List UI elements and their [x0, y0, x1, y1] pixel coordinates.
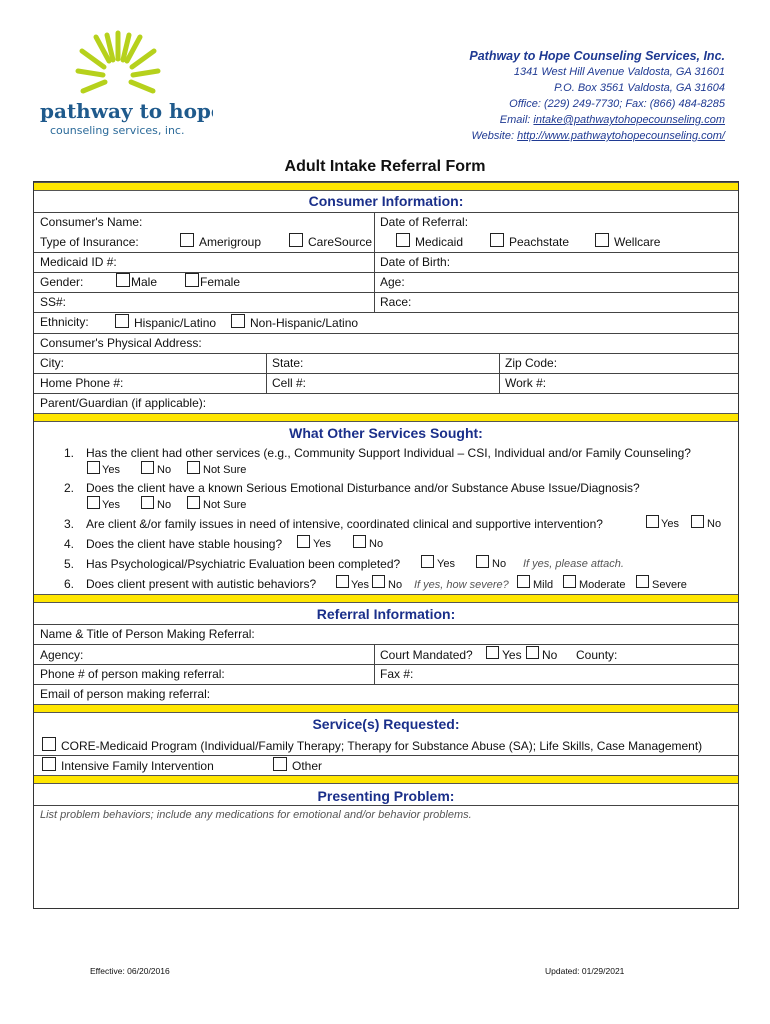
q1-not-sure-checkbox[interactable]	[187, 461, 200, 474]
problem-hint: List problem behaviors; include any medications for emotional and/or behavior problems.	[40, 809, 472, 821]
referrer-phone-label: Phone # of person making referral:	[40, 667, 225, 681]
q1-no-label: No	[157, 464, 172, 476]
q6-no-checkbox[interactable]	[372, 575, 385, 588]
q6-no-label: No	[388, 579, 403, 591]
problem-section-heading: Presenting Problem:	[317, 788, 455, 804]
q5-text: Has Psychological/Psychiatric Evaluation been completed?	[86, 557, 401, 571]
q5-no-checkbox[interactable]	[476, 555, 489, 568]
checkbox-amerigroup[interactable]	[180, 233, 194, 247]
row-line	[34, 393, 738, 394]
intensive-family-label: Intensive Family Intervention	[61, 759, 214, 773]
amerigroup-label: Amerigroup	[199, 235, 262, 249]
medicaid-id-label: Medicaid ID #:	[40, 255, 117, 269]
requested-section-heading: Service(s) Requested:	[312, 716, 460, 732]
q5-number: 5.	[64, 557, 75, 571]
attach-note: If yes, please attach.	[523, 558, 624, 570]
q5-yes-checkbox[interactable]	[421, 555, 434, 568]
city-label: City:	[40, 356, 64, 370]
updated-date: Updated: 01/29/2021	[545, 966, 625, 976]
q5-no-label: No	[492, 558, 507, 570]
q3-yes-checkbox[interactable]	[646, 515, 659, 528]
checkbox-non-hispanic[interactable]	[231, 314, 245, 328]
q3-no-checkbox[interactable]	[691, 515, 704, 528]
column-divider	[374, 644, 375, 684]
physical-address-label: Consumer's Physical Address:	[40, 336, 202, 350]
dob-label: Date of Birth:	[380, 255, 451, 269]
court-yes-label: Yes	[502, 648, 522, 662]
mild-checkbox[interactable]	[517, 575, 530, 588]
org-name: Pathway to Hope Counseling Services, Inc.	[469, 49, 725, 63]
q3-number: 3.	[64, 517, 75, 531]
q2-number: 2.	[64, 481, 75, 495]
q6-text: Does client present with autistic behaviors?	[86, 577, 317, 591]
ethnicity-label: Ethnicity:	[40, 315, 89, 329]
checkbox-caresource[interactable]	[289, 233, 303, 247]
race-label: Race:	[380, 295, 412, 309]
wellcare-label: Wellcare	[614, 235, 661, 249]
problem-text-area[interactable]	[35, 824, 737, 907]
checkbox-wellcare[interactable]	[595, 233, 609, 247]
other-service-checkbox[interactable]	[273, 757, 287, 771]
column-divider	[374, 212, 375, 312]
org-phone-fax: Office: (229) 249-7730; Fax: (866) 484-8285	[509, 98, 725, 110]
mild-label: Mild	[533, 579, 554, 591]
q3-yes-label: Yes	[661, 518, 679, 530]
insurance-label: Type of Insurance:	[40, 235, 139, 249]
referrer-name-label: Name & Title of Person Making Referral:	[40, 627, 255, 641]
severity-note: If yes, how severe?	[414, 579, 509, 591]
moderate-checkbox[interactable]	[563, 575, 576, 588]
county-label: County:	[576, 648, 618, 662]
services-section-heading: What Other Services Sought:	[289, 425, 483, 441]
q1-number: 1.	[64, 446, 75, 460]
row-line	[34, 684, 738, 685]
core-medicaid-label: CORE-Medicaid Program (Individual/Family Therapy; Therapy for Substance Abuse (SA); Life Skills, Case Management)	[61, 739, 703, 753]
section-divider	[34, 775, 738, 784]
q1-not-sure-label: Not Sure	[203, 464, 247, 476]
court-yes-checkbox[interactable]	[486, 646, 499, 659]
column-divider	[266, 353, 267, 393]
q2-not-sure-label: Not Sure	[203, 499, 247, 511]
severe-label: Severe	[652, 579, 687, 591]
q4-no-label: No	[369, 538, 384, 550]
severe-checkbox[interactable]	[636, 575, 649, 588]
row-line	[34, 644, 738, 645]
q2-text: Does the client have a known Serious Emotional Disturbance and/or Substance Abuse Issue/Diagnosis?	[86, 481, 640, 495]
q6-yes-checkbox[interactable]	[336, 575, 349, 588]
effective-date: Effective: 06/20/2016	[90, 966, 170, 976]
age-label: Age:	[380, 275, 405, 289]
row-line	[34, 333, 738, 334]
checkbox-female[interactable]	[185, 273, 199, 287]
consumer-section-heading: Consumer Information:	[308, 193, 464, 209]
court-no-label: No	[542, 648, 558, 662]
logo-text-sub: counseling services, inc.	[50, 124, 185, 137]
email-link[interactable]: intake@pathwaytohopecounseling.com	[533, 114, 725, 126]
court-no-checkbox[interactable]	[526, 646, 539, 659]
row-line	[34, 252, 738, 253]
q2-yes-label: Yes	[102, 499, 120, 511]
state-label: State:	[272, 356, 304, 370]
peachstate-label: Peachstate	[509, 235, 570, 249]
q4-number: 4.	[64, 537, 75, 551]
column-divider	[499, 353, 500, 393]
date-referral-label: Date of Referral:	[380, 215, 469, 229]
consumer-name-label: Consumer's Name:	[40, 215, 143, 229]
hispanic-label: Hispanic/Latino	[134, 316, 217, 330]
section-divider	[34, 704, 738, 713]
row-line	[34, 353, 738, 354]
fax-label: Fax #:	[380, 667, 414, 681]
section-divider	[34, 413, 738, 422]
company-logo	[38, 28, 213, 146]
ss-label: SS#:	[40, 295, 67, 309]
q6-yes-label: Yes	[351, 579, 369, 591]
org-address-po: P.O. Box 3561 Valdosta, GA 31604	[554, 82, 725, 94]
logo-text-main: pathway to hope	[40, 99, 213, 123]
org-address-street: 1341 West Hill Avenue Valdosta, GA 31601	[513, 66, 725, 78]
referrer-email-label: Email of person making referral:	[40, 687, 211, 701]
q3-text: Are client &/or family issues in need of intensive, coordinated clinical and supportive intervention?	[86, 517, 603, 531]
q1-text: Has the client had other services (e.g., Community Support Individual – CSI, Individual and/or Family Counseling?	[86, 446, 691, 460]
q4-text: Does the client have stable housing?	[86, 537, 283, 551]
q4-yes-checkbox[interactable]	[297, 535, 310, 548]
medicaid-label: Medicaid	[415, 235, 464, 249]
row-line	[34, 624, 738, 625]
referral-section-heading: Referral Information:	[316, 606, 456, 622]
q1-yes-label: Yes	[102, 464, 120, 476]
q3-no-label: No	[707, 518, 722, 530]
q5-yes-label: Yes	[437, 558, 455, 570]
agency-label: Agency:	[40, 648, 84, 662]
q1-yes-checkbox[interactable]	[87, 461, 100, 474]
q2-no-label: No	[157, 499, 172, 511]
website-link[interactable]: http://www.pathwaytohopecounseling.com/	[517, 130, 725, 142]
other-service-label: Other	[292, 759, 323, 773]
moderate-label: Moderate	[579, 579, 626, 591]
guardian-label: Parent/Guardian (if applicable):	[40, 396, 207, 410]
website-label: Website:	[471, 130, 518, 142]
caresource-label: CareSource	[308, 235, 373, 249]
form-title: Adult Intake Referral Form	[284, 158, 486, 175]
checkbox-peachstate[interactable]	[490, 233, 504, 247]
checkbox-hispanic[interactable]	[115, 314, 129, 328]
section-divider	[34, 594, 738, 603]
email-label: Email:	[499, 114, 534, 126]
checkbox-medicaid[interactable]	[396, 233, 410, 247]
q2-no-checkbox[interactable]	[141, 496, 154, 509]
q1-no-checkbox[interactable]	[141, 461, 154, 474]
q4-yes-label: Yes	[313, 538, 331, 550]
row-line	[34, 373, 738, 374]
court-mandated-label: Court Mandated?	[380, 648, 473, 662]
row-line	[34, 664, 738, 665]
checkbox-male[interactable]	[116, 273, 130, 287]
q6-number: 6.	[64, 577, 75, 591]
q4-no-checkbox[interactable]	[353, 535, 366, 548]
female-label: Female	[200, 275, 241, 289]
row-line	[34, 272, 738, 273]
zip-label: Zip Code:	[505, 356, 558, 370]
row-line	[34, 755, 738, 756]
gender-label: Gender:	[40, 275, 84, 289]
home-phone-label: Home Phone #:	[40, 376, 124, 390]
row-line	[34, 805, 738, 806]
core-medicaid-checkbox[interactable]	[42, 737, 56, 751]
male-label: Male	[131, 275, 158, 289]
section-divider	[34, 182, 738, 191]
organization-info	[345, 48, 725, 144]
q2-not-sure-checkbox[interactable]	[187, 496, 200, 509]
cell-label: Cell #:	[272, 376, 307, 390]
intensive-family-checkbox[interactable]	[42, 757, 56, 771]
row-line	[34, 292, 738, 293]
row-line	[34, 312, 738, 313]
row-line	[34, 212, 738, 213]
non-hispanic-label: Non-Hispanic/Latino	[250, 316, 359, 330]
q2-yes-checkbox[interactable]	[87, 496, 100, 509]
work-label: Work #:	[505, 376, 547, 390]
